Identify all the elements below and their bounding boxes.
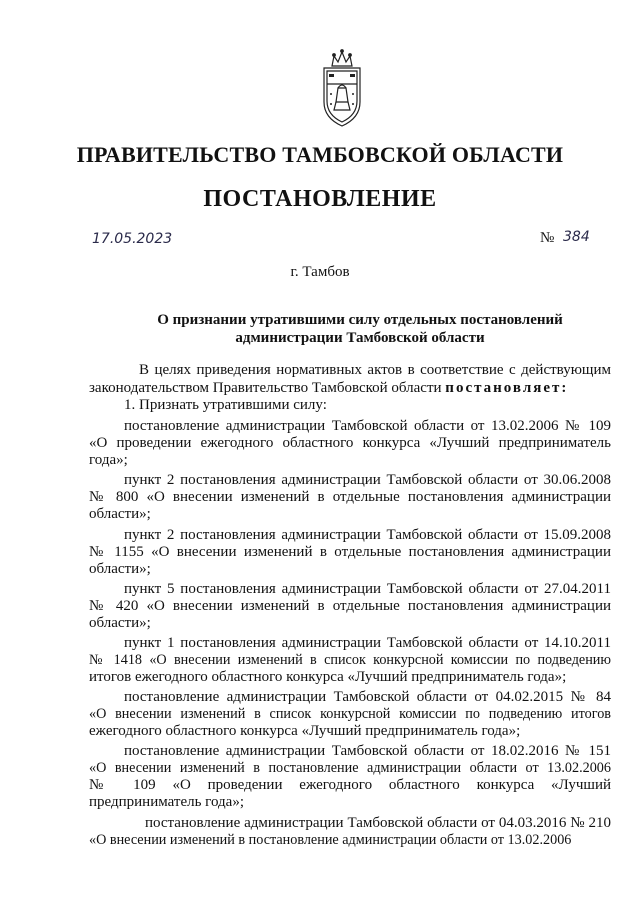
body-line: 1. Признать утратившими силу: [124,397,327,413]
body-line: года»; [89,452,128,468]
body-line: «О внесении изменений в постановление администрации области от 13.02.2006 [89,760,611,776]
body-line: № 1155 «О внесении изменений в отдельные постановления администрации [89,544,611,560]
body-line: постановление администрации Тамбовской области от 04.03.2016 № 210 [145,815,611,831]
handwritten-number: 384 [563,229,590,245]
body-line: № 109 «О проведении ежегодного областного конкурса «Лучший [89,777,611,793]
subject-line-2: администрации Тамбовской области [235,330,485,346]
body-line: постановление администрации Тамбовской области от 13.02.2006 № 109 [124,418,611,434]
subject-heading [0,311,640,347]
body-line: № 420 «О внесении изменений в отдельные постановления администрации [89,598,611,614]
body-line-text: законодательством Правительство Тамбовской области [89,380,442,396]
document-type-title: ПОСТАНОВЛЕНИЕ [203,186,437,212]
body-line: постановление администрации Тамбовской области от 18.02.2016 № 151 [124,743,611,759]
handwritten-date: 17.05.2023 [92,231,173,247]
city-line: г. Тамбов [290,264,350,280]
body-line: ежегодного областного конкурса «Лучший предприниматель года»; [89,723,521,739]
body-line [89,380,611,397]
body-line: итогов ежегодного областного конкурса «Лучший предприниматель года»; [89,669,567,685]
body-line: области»; [89,615,151,631]
decree-verb: постановляет: [445,380,569,396]
government-title: ПРАВИТЕЛЬСТВО ТАМБОВСКОЙ ОБЛАСТИ [76,142,564,167]
body-line: пункт 2 постановления администрации Тамбовской области от 15.09.2008 [124,527,611,543]
subject-line-1: О признании утратившими силу отдельных постановлений [157,312,563,328]
body-line: «О проведении ежегодного областного конкурса «Лучший предприниматель [89,435,611,451]
body-line: «О внесении изменений в постановление администрации области от 13.02.2006 [89,832,572,848]
body-line: пункт 1 постановления администрации Тамбовской области от 14.10.2011 [124,635,611,651]
body-line: В целях приведения нормативных актов в соответствие с действующим [139,362,611,378]
body-line: постановление администрации Тамбовской области от 04.02.2015 № 84 [124,689,611,705]
body-line: пункт 2 постановления администрации Тамбовской области от 30.06.2008 [124,472,611,488]
body-line: «О внесении изменений в список конкурсной комиссии по подведению итогов [89,706,611,722]
body-line: области»; [89,561,151,577]
body-line: пункт 5 постановления администрации Тамбовской области от 27.04.2011 [124,581,611,597]
body-line: № 1418 «О внесении изменений в список конкурсной комиссии по подведению [89,652,611,668]
number-label: № [540,230,555,246]
coat-of-arms-icon [318,44,366,134]
body-line: предприниматель года»; [89,794,244,810]
body-line: № 800 «О внесении изменений в отдельные постановления администрации [89,489,611,505]
body-line: области»; [89,506,151,522]
